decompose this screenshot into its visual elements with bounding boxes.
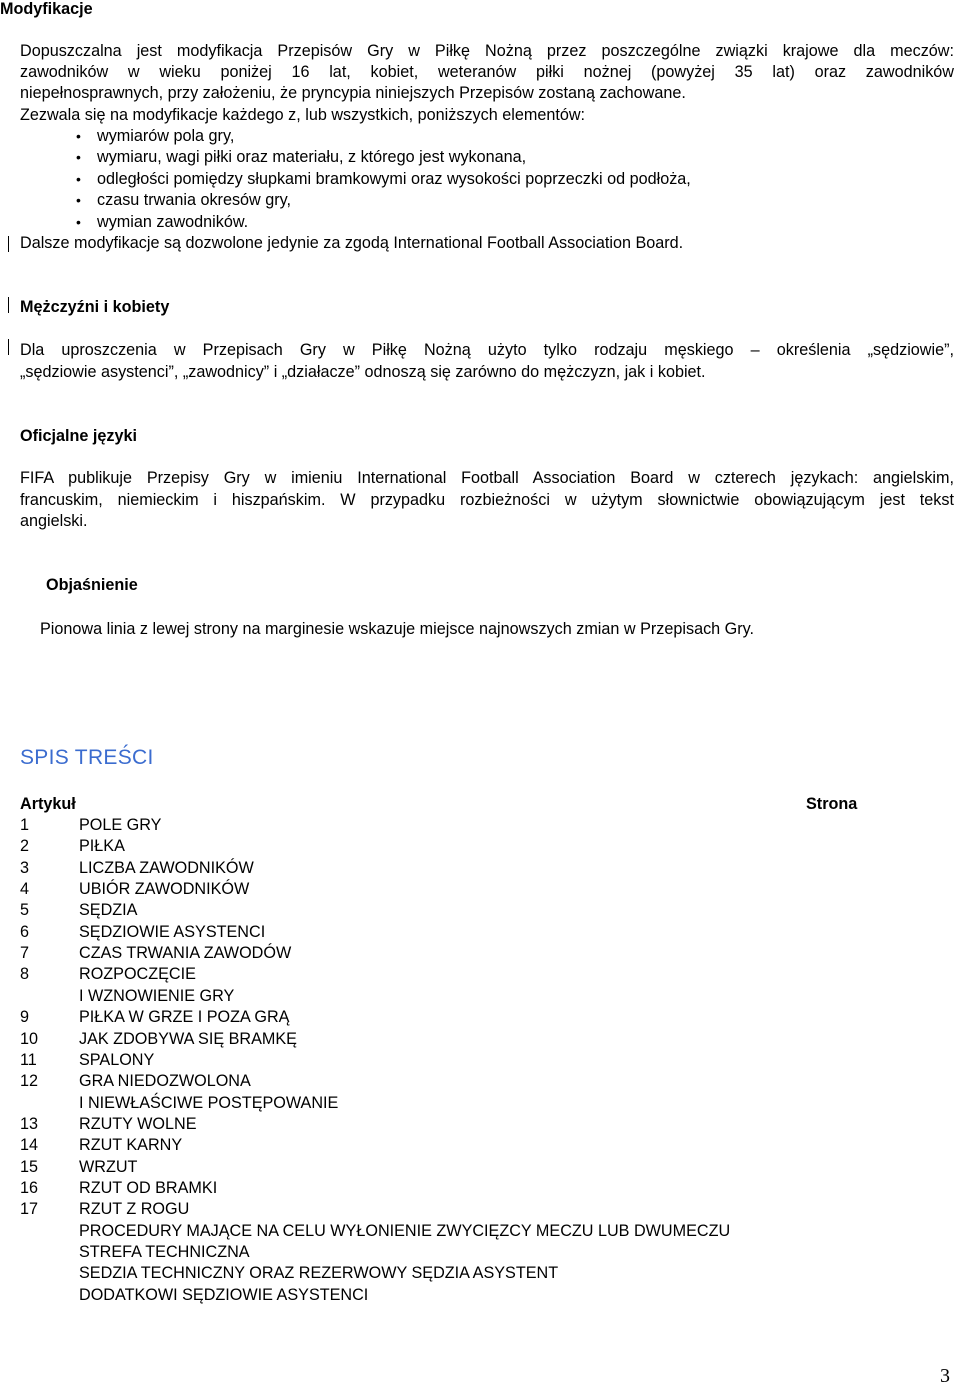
bullet-item: wymiaru, wagi piłki oraz materiału, z którego jest wykonana, bbox=[97, 148, 527, 166]
toc-article-number: 7 bbox=[20, 944, 30, 962]
toc-article-title: I WZNOWIENIE GRY bbox=[79, 987, 235, 1005]
toc-article-title: ROZPOCZĘCIE bbox=[79, 965, 196, 983]
toc-article-title: RZUT Z ROGU bbox=[79, 1200, 190, 1218]
heading-oficjalne-jezyki: Oficjalne języki bbox=[20, 427, 137, 445]
toc-article-title: SPALONY bbox=[79, 1051, 155, 1069]
toc-article-title: STREFA TECHNICZNA bbox=[79, 1243, 250, 1261]
toc-article-number: 3 bbox=[20, 859, 30, 877]
page-number: 3 bbox=[940, 1365, 950, 1387]
toc-article-title: SĘDZIOWIE ASYSTENCI bbox=[79, 923, 266, 941]
toc-title: SPIS TREŚCI bbox=[20, 746, 154, 769]
paragraph-line: FIFA publikuje Przepisy Gry w imieniu International Football Association Board w czterech językach: angielskim, bbox=[20, 469, 954, 487]
bullet-marker: • bbox=[76, 214, 81, 230]
toc-article-number: 11 bbox=[20, 1051, 37, 1069]
bullet-item: wymiarów pola gry, bbox=[97, 127, 235, 145]
modification-intro: Zezwala się na modyfikacje każdego z, lub wszystkich, poniższych elementów: bbox=[20, 106, 586, 124]
bullet-item: odległości pomiędzy słupkami bramkowymi oraz wysokości poprzeczki od podłoża, bbox=[97, 170, 691, 188]
bullet-marker: • bbox=[76, 171, 81, 187]
heading-modyfikacje: Modyfikacje bbox=[0, 0, 93, 18]
toc-article-title: RZUT KARNY bbox=[79, 1136, 183, 1154]
bullet-item: czasu trwania okresów gry, bbox=[97, 191, 292, 209]
toc-column-article: Artykuł bbox=[20, 795, 76, 813]
toc-article-title: GRA NIEDOZWOLONA bbox=[79, 1072, 251, 1090]
toc-article-title: DODATKOWI SĘDZIOWIE ASYSTENCI bbox=[79, 1286, 369, 1304]
toc-article-number: 17 bbox=[20, 1200, 39, 1218]
toc-article-title: POLE GRY bbox=[79, 816, 162, 834]
toc-article-title: PIŁKA W GRZE I POZA GRĄ bbox=[79, 1008, 290, 1026]
heading-mezczyzni-kobiety: Mężczyźni i kobiety bbox=[20, 298, 170, 316]
toc-article-title: JAK ZDOBYWA SIĘ BRAMKĘ bbox=[79, 1030, 297, 1048]
toc-article-number: 8 bbox=[20, 965, 30, 983]
bullet-marker: • bbox=[76, 149, 81, 165]
bullet-marker: • bbox=[76, 128, 81, 144]
paragraph-line: angielski. bbox=[20, 512, 88, 530]
toc-article-number: 12 bbox=[20, 1072, 39, 1090]
toc-article-title: UBIÓR ZAWODNIKÓW bbox=[79, 880, 250, 898]
toc-article-title: PROCEDURY MAJĄCE NA CELU WYŁONIENIE ZWYCIĘZCY MECZU LUB DWUMECZU bbox=[79, 1222, 731, 1240]
toc-article-number: 13 bbox=[20, 1115, 39, 1133]
bullet-marker: • bbox=[76, 192, 81, 208]
toc-article-number: 2 bbox=[20, 837, 30, 855]
change-marker-line bbox=[8, 297, 9, 313]
toc-article-number: 10 bbox=[20, 1030, 39, 1048]
paragraph-line: francuskim, niemieckim i hiszpańskim. W przypadku rozbieżności w użytym słownictwie obowiązującym jest tekst bbox=[20, 491, 954, 509]
paragraph-line: zawodników w wieku poniżej 16 lat, kobiet, weteranów piłki nożnej (powyżej 35 lat) oraz zawodników bbox=[20, 63, 954, 81]
toc-article-number: 15 bbox=[20, 1158, 39, 1176]
toc-article-title: WRZUT bbox=[79, 1158, 138, 1176]
explanation-text: Pionowa linia z lewej strony na marginesie wskazuje miejsce najnowszych zmian w Przepisach Gry. bbox=[40, 620, 755, 638]
toc-article-number: 6 bbox=[20, 923, 30, 941]
paragraph-line: Dopuszczalna jest modyfikacja Przepisów Gry w Piłkę Nożną przez poszczególne związki krajowe dla meczów: bbox=[20, 42, 954, 60]
toc-article-number: 14 bbox=[20, 1136, 39, 1154]
toc-article-title: I NIEWŁAŚCIWE POSTĘPOWANIE bbox=[79, 1094, 339, 1112]
heading-objasnienie: Objaśnienie bbox=[46, 576, 138, 594]
paragraph-line: „sędziowie asystenci”, „zawodnicy” i „działacze” odnoszą się zarówno do mężczyzn, jak i kobiet. bbox=[20, 363, 706, 381]
toc-article-number: 9 bbox=[20, 1008, 30, 1026]
toc-article-title: RZUT OD BRAMKI bbox=[79, 1179, 218, 1197]
modification-note: Dalsze modyfikacje są dozwolone jedynie za zgodą International Football Association Board. bbox=[20, 234, 684, 252]
toc-article-title: PIŁKA bbox=[79, 837, 125, 855]
toc-article-title: RZUTY WOLNE bbox=[79, 1115, 197, 1133]
toc-article-number: 1 bbox=[20, 816, 30, 834]
toc-article-title: SĘDZIA bbox=[79, 901, 138, 919]
toc-article-number: 16 bbox=[20, 1179, 39, 1197]
toc-article-number: 4 bbox=[20, 880, 30, 898]
toc-article-title: LICZBA ZAWODNIKÓW bbox=[79, 859, 254, 877]
toc-article-title: SEDZIA TECHNICZNY ORAZ REZERWOWY SĘDZIA ASYSTENT bbox=[79, 1264, 559, 1282]
bullet-item: wymian zawodników. bbox=[97, 213, 249, 231]
toc-article-number: 5 bbox=[20, 901, 30, 919]
paragraph-line: Dla uproszczenia w Przepisach Gry w Piłkę Nożną użyto tylko rodzaju męskiego – określenia „sędziowie”, bbox=[20, 341, 954, 359]
toc-article-title: CZAS TRWANIA ZAWODÓW bbox=[79, 944, 292, 962]
paragraph-line: niepełnosprawnych, przy założeniu, że pryncypia niniejszych Przepisów zostaną zachowane. bbox=[20, 84, 686, 102]
toc-column-page: Strona bbox=[806, 795, 858, 813]
change-marker-line bbox=[8, 236, 9, 252]
change-marker-line bbox=[8, 339, 9, 355]
